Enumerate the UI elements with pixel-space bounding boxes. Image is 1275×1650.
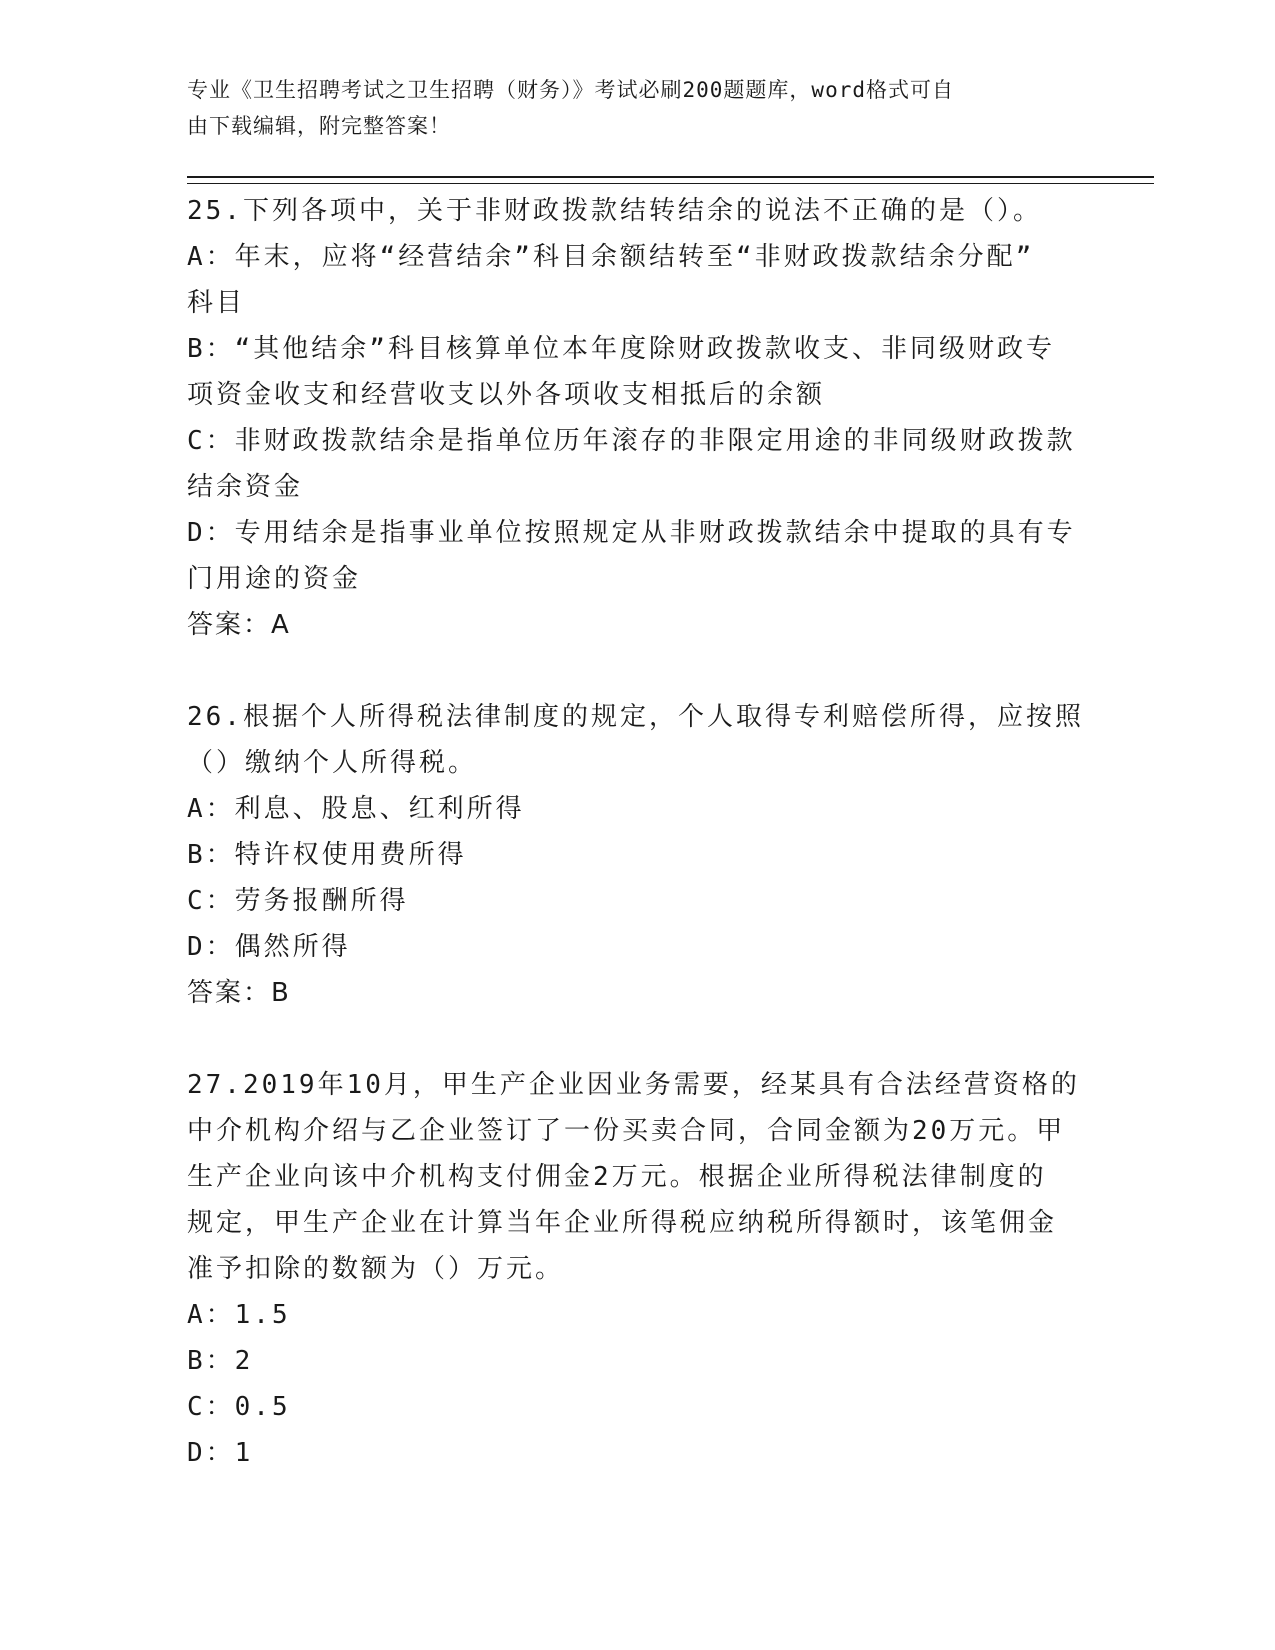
option-b-continued: 项资金收支和经营收支以外各项收支相抵后的余额: [187, 380, 826, 410]
option-c: C：0.5: [187, 1392, 291, 1422]
question-25: [187, 188, 1077, 648]
option-c: C：非财政拨款结余是指单位历年滚存的非限定用途的非同级财政拨款: [187, 426, 1076, 456]
option-c-continued: 结余资金: [187, 472, 304, 502]
option-d: D：偶然所得: [187, 932, 351, 962]
header-line: 专业《卫生招聘考试之卫生招聘（财务）》考试必刷200题题库，word格式可自: [187, 78, 954, 102]
question-text: 27.2019年10月，甲生产企业因业务需要，经某具有合法经营资格的: [187, 1070, 1080, 1100]
option-c: C：劳务报酬所得: [187, 886, 409, 916]
option-a: A：1.5: [187, 1300, 291, 1330]
question-26: [187, 694, 1084, 1016]
option-a: A：年末，应将“经营结余”科目余额结转至“非财政拨款结余分配”: [187, 242, 1035, 272]
header-divider-thick: [187, 176, 1154, 178]
option-d: D：专用结余是指事业单位按照规定从非财政拨款结余中提取的具有专: [187, 518, 1076, 548]
option-b: B：2: [187, 1346, 254, 1376]
answer-line: 答案：B: [187, 978, 291, 1008]
question-text-continued: 中介机构介绍与乙企业签订了一份买卖合同，合同金额为20万元。甲: [187, 1116, 1066, 1146]
question-text-continued: 规定，甲生产企业在计算当年企业所得税应纳税所得额时，该笔佣金: [187, 1208, 1058, 1238]
question-text-continued: （）缴纳个人所得税。: [187, 748, 478, 778]
option-b: B：“其他结余”科目核算单位本年度除财政拨款收支、非同级财政专: [187, 334, 1055, 364]
question-text-continued: 生产企业向该中介机构支付佣金2万元。根据企业所得税法律制度的: [187, 1162, 1047, 1192]
option-a-continued: 科目: [187, 288, 246, 318]
header-divider-thin: [187, 183, 1154, 184]
question-27: [187, 1062, 1080, 1476]
option-b: B：特许权使用费所得: [187, 840, 467, 870]
question-text: 25.下列各项中，关于非财政拨款结转结余的说法不正确的是（）。: [187, 196, 1042, 226]
option-d: D：1: [187, 1438, 254, 1468]
option-d-continued: 门用途的资金: [187, 564, 362, 594]
document-header: [187, 72, 1067, 144]
question-text: 26.根据个人所得税法律制度的规定，个人取得专利赔偿所得，应按照: [187, 702, 1084, 732]
question-text-continued: 准予扣除的数额为（）万元。: [187, 1254, 565, 1284]
header-line: 由下载编辑，附完整答案！: [187, 114, 451, 138]
option-a: A：利息、股息、红利所得: [187, 794, 525, 824]
question-list: [187, 188, 1084, 1522]
answer-line: 答案：A: [187, 610, 291, 640]
